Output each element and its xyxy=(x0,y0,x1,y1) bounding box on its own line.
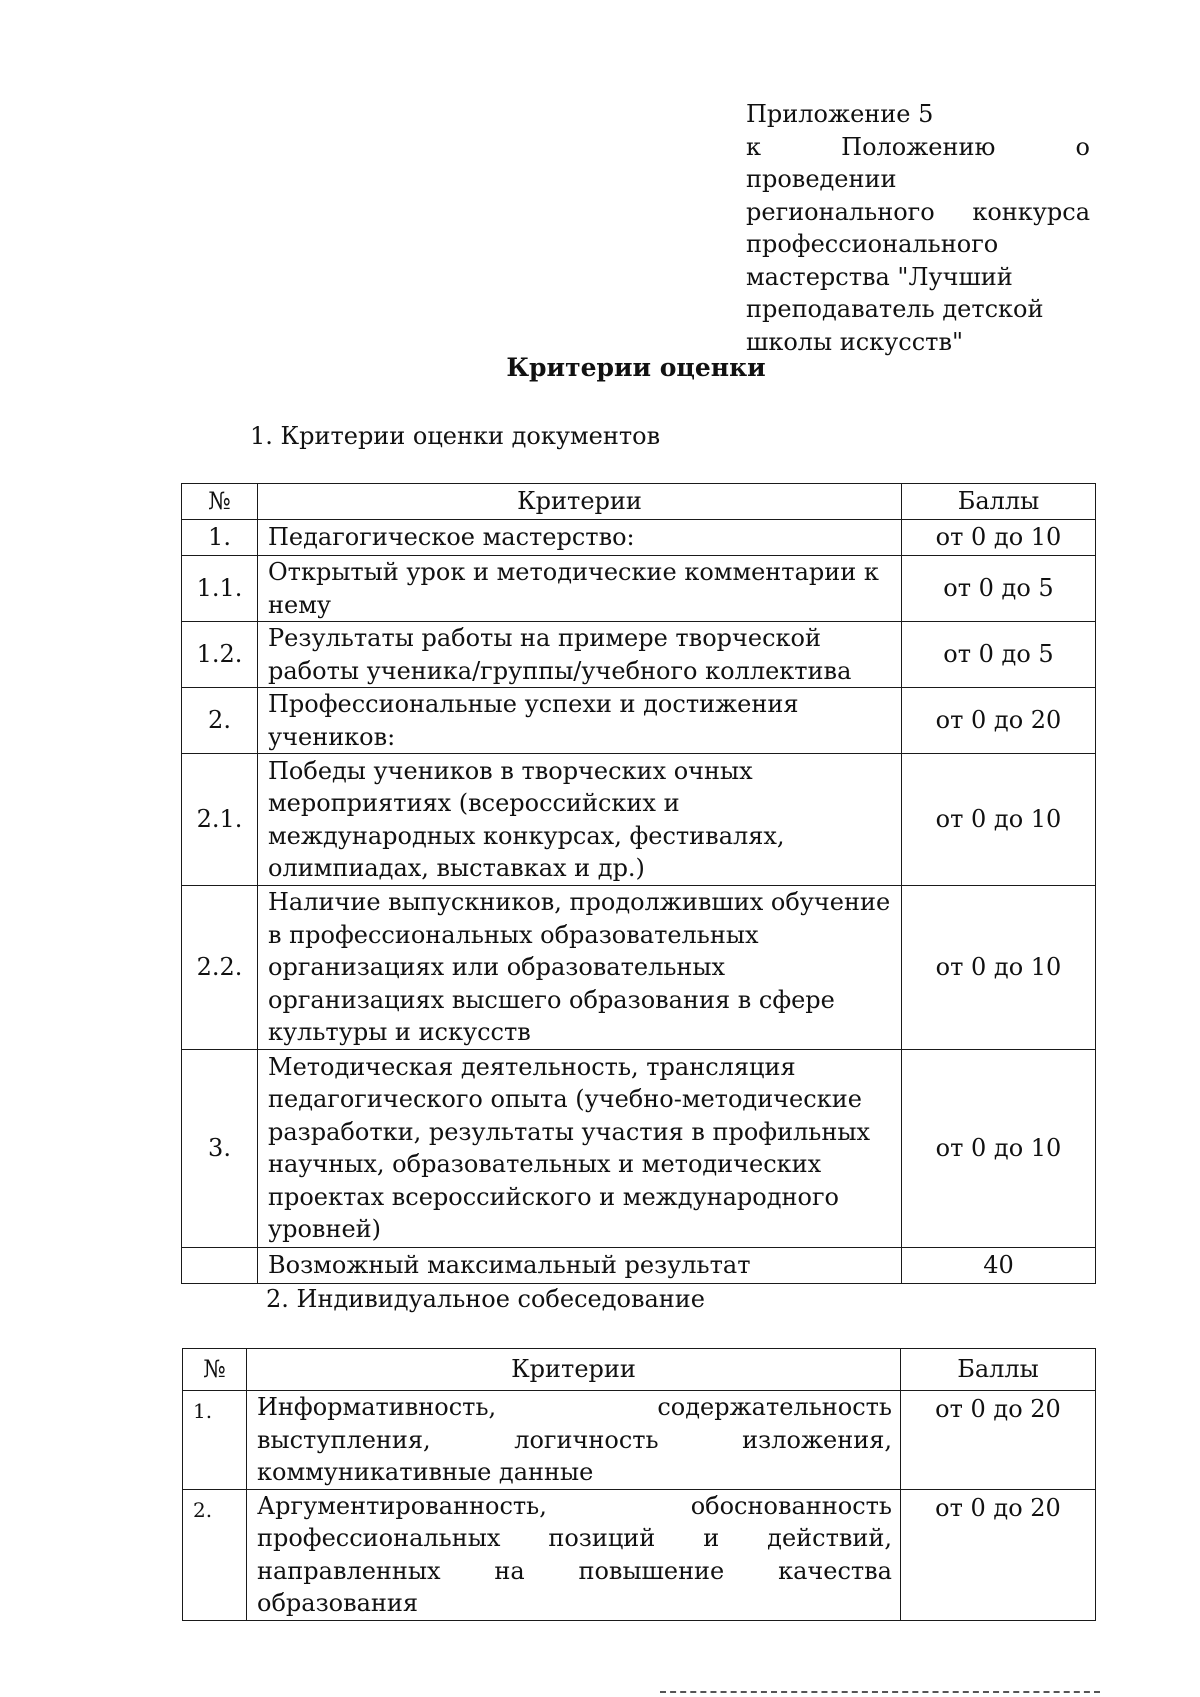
header-criteria: Критерии xyxy=(247,1349,901,1391)
row-score: от 0 до 5 xyxy=(902,556,1096,622)
page-title: Критерии оценки xyxy=(506,353,766,382)
total-num-empty xyxy=(182,1247,258,1283)
row-num: 1. xyxy=(183,1391,247,1490)
header-num: № xyxy=(183,1349,247,1391)
appendix-line: Приложение 5 xyxy=(746,100,934,128)
row-criteria: Аргументированность, обоснованность профессиональных позиций и действий, направленных на повышение качества образования xyxy=(247,1489,901,1620)
table-row xyxy=(182,754,1096,886)
row-num: 2.1. xyxy=(182,754,258,886)
row-criteria: Информативность, содержательность выступления, логичность изложения, коммуникативные данные xyxy=(247,1391,901,1490)
interview-criteria-table xyxy=(182,1348,1096,1621)
row-num: 1.2. xyxy=(182,622,258,688)
row-criteria: Педагогическое мастерство: xyxy=(258,520,902,556)
row-num: 2.2. xyxy=(182,886,258,1050)
row-criteria: Методическая деятельность, трансляция педагогического опыта (учебно-методические разработки, результаты участия в профильных научных, образовательных и методических проектах всероссийского и международного уровней) xyxy=(258,1049,902,1247)
row-num: 1.1. xyxy=(182,556,258,622)
table-header-row xyxy=(183,1349,1096,1391)
row-criteria: Открытый урок и методические комментарии к нему xyxy=(258,556,902,622)
table-row xyxy=(182,1049,1096,1247)
table-row xyxy=(183,1391,1096,1490)
row-score: от 0 до 5 xyxy=(902,622,1096,688)
total-label: Возможный максимальный результат xyxy=(258,1247,902,1283)
table-header-row xyxy=(182,484,1096,520)
table-row xyxy=(182,622,1096,688)
row-criteria: Наличие выпускников, продолживших обучение в профессиональных образовательных организациях или образовательных организациях высшего образования в сфере культуры и искусств xyxy=(258,886,902,1050)
appendix-line: профессионального xyxy=(746,230,999,258)
row-score: от 0 до 20 xyxy=(901,1391,1096,1490)
row-num: 1. xyxy=(182,520,258,556)
row-score: от 0 до 20 xyxy=(901,1489,1096,1620)
row-num: 3. xyxy=(182,1049,258,1247)
appendix-line: мастерства "Лучший xyxy=(746,262,1013,291)
table-row xyxy=(182,520,1096,556)
table-row xyxy=(182,886,1096,1050)
header-num: № xyxy=(182,484,258,520)
row-score: от 0 до 10 xyxy=(902,886,1096,1050)
table-total-row xyxy=(182,1247,1096,1283)
appendix-note xyxy=(746,98,1090,358)
appendix-line: школы искусств" xyxy=(746,327,964,356)
appendix-line: преподаватель детской xyxy=(746,295,1044,323)
appendix-line: регионального конкурса xyxy=(746,197,1090,226)
appendix-line: к Положению о проведении xyxy=(746,132,1090,193)
total-value: 40 xyxy=(902,1247,1096,1283)
row-score: от 0 до 10 xyxy=(902,754,1096,886)
row-criteria: Профессиональные успехи и достижения учеников: xyxy=(258,688,902,754)
row-criteria: Победы учеников в творческих очных мероприятиях (всероссийских и международных конкурсах, фестивалях, олимпиадах, выставках и др.) xyxy=(258,754,902,886)
page-edge-mark xyxy=(660,1691,1100,1695)
documents-criteria-table xyxy=(181,483,1096,1284)
row-num: 2. xyxy=(182,688,258,754)
row-score: от 0 до 10 xyxy=(902,520,1096,556)
header-score: Баллы xyxy=(901,1349,1096,1391)
header-criteria: Критерии xyxy=(258,484,902,520)
row-num: 2. xyxy=(183,1489,247,1620)
row-score: от 0 до 10 xyxy=(902,1049,1096,1247)
row-criteria: Результаты работы на примере творческой работы ученика/группы/учебного коллектива xyxy=(258,622,902,688)
section-1-title: 1. Критерии оценки документов xyxy=(250,422,661,450)
table-row xyxy=(182,556,1096,622)
table-row xyxy=(183,1489,1096,1620)
row-score: от 0 до 20 xyxy=(902,688,1096,754)
table-row xyxy=(182,688,1096,754)
section-2-title: 2. Индивидуальное собеседование xyxy=(266,1285,705,1313)
header-score: Баллы xyxy=(902,484,1096,520)
